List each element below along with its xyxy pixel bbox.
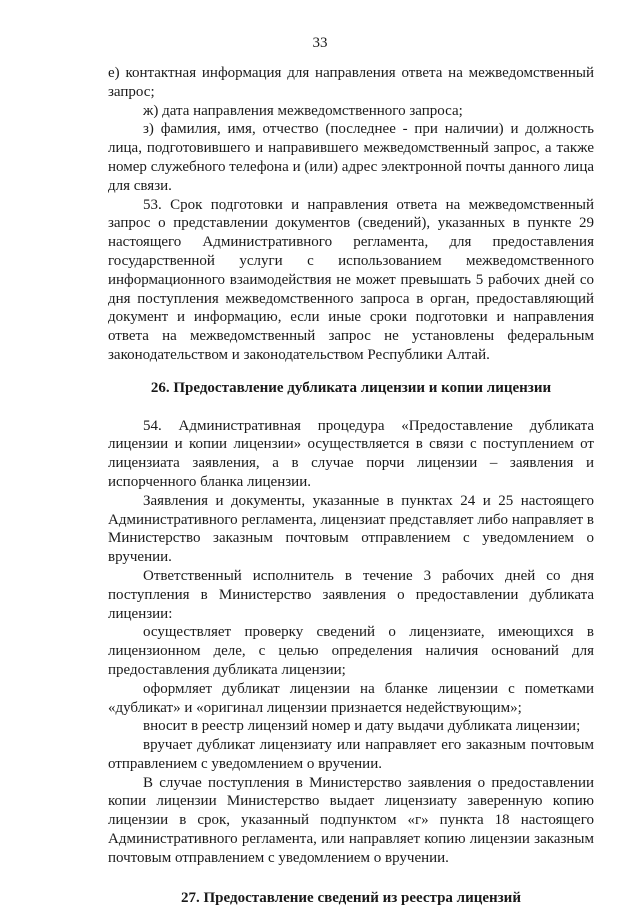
paragraph: 53. Срок подготовки и направления ответа на межведомственный запрос о представлении документов (сведений), указанных в пункте 29 настоящего Административного регламента, для предоставления государственной услуги с использованием межведомственного информационного взаимодействия не может превышать 5 рабочих дней со дня поступления межведомственного запроса в орган, предоставляющий документ и информацию, если иные сроки подготовки и направления ответа на межведомственный запрос не установлены федеральным законодательством и законодательством Республики Алтай.	[108, 196, 594, 363]
paragraph: осуществляет проверку сведений о лицензиате, имеющихся в лицензионном деле, с целью определения наличия оснований для предоставления дубликата лицензии;	[108, 624, 594, 678]
paragraph: вносит в реестр лицензий номер и дату выдачи дубликата лицензии;	[143, 718, 581, 735]
paragraph: е) контактная информация для направления ответа на межведомственный запрос;	[108, 65, 594, 100]
paragraph: Ответственный исполнитель в течение 3 рабочих дней со дня поступления в Министерство заявления о предоставлении дубликата лицензии:	[108, 567, 594, 622]
paragraph: з) фамилия, имя, отчество (последнее - при наличии) и должность лица, подготовившего и направившего межведомственный запрос, а также номер служебного телефона и (или) адрес электронной почты данного лица для связи.	[108, 121, 594, 194]
page-number: 33	[312, 35, 328, 51]
page-body	[108, 64, 594, 907]
paragraph: Заявления и документы, указанные в пунктах 24 и 25 настоящего Административного регламента, лицензиат представляет либо направляет в Министерство заказным почтовым отправлением с уведомлением о вручении.	[108, 492, 594, 566]
paragraph: вручает дубликат лицензиату или направляет его заказным почтовым отправлением с уведомлением о вручении.	[108, 737, 594, 772]
section-heading-26: 26. Предоставление дубликата лицензии и копии лицензии	[150, 379, 552, 396]
section-heading-27: 27. Предоставление сведений из реестра лицензий	[181, 889, 521, 906]
paragraph: ж) дата направления межведомственного запроса;	[143, 102, 463, 119]
paragraph: 54. Административная процедура «Предоставление дубликата лицензии и копии лицензии» осуществляется в связи с поступлением от лицензиата заявления, а в случае порчи лицензии – заявления и испорченного бланка лицензии.	[108, 417, 594, 490]
paragraph: оформляет дубликат лицензии на бланке лицензии с пометками «дубликат» и «оригинал лицензии признается недействующим»;	[108, 680, 594, 716]
paragraph: В случае поступления в Министерство заявления о предоставлении копии лицензии Министерство выдает лицензиату заверенную копию лицензии в срок, указанный подпунктом «г» пункта 18 настоящего Административного регламента, или направляет копию лицензии заказным почтовым отправлением с уведомлением о вручении.	[108, 774, 594, 866]
